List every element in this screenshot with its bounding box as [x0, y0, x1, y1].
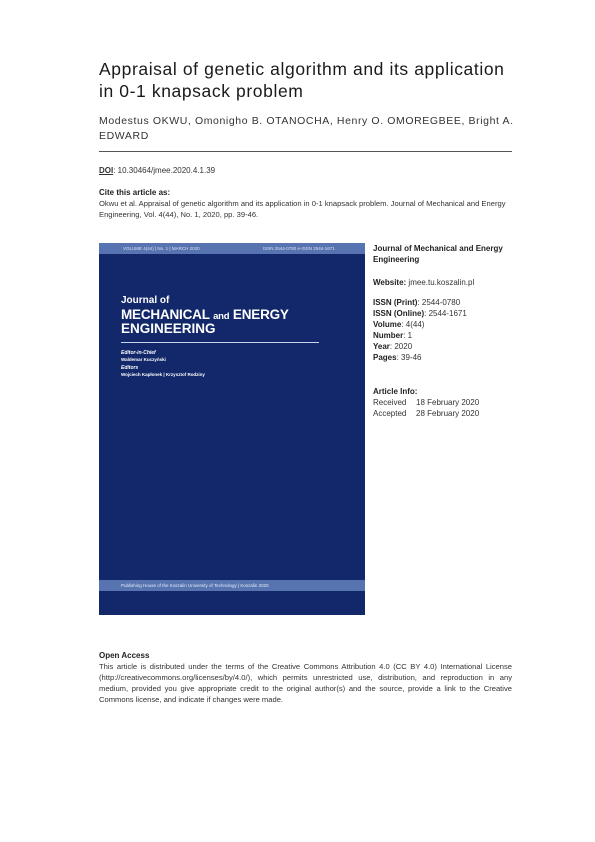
cover-editor-in-chief: Waldemar Kuczyński [121, 357, 166, 362]
doi-line [99, 166, 215, 175]
cover-divider [121, 342, 319, 343]
cover-editors: Wojciech Kapłonek | Krzysztof Rodziny [121, 372, 205, 377]
cover-bottom-bar [99, 580, 365, 591]
article-title: Appraisal of genetic algorithm and its application in 0-1 knapsack problem [99, 59, 505, 101]
website-link[interactable]: jmee.tu.koszalin.pl [406, 278, 475, 287]
cover-volume-text: VOLUME 4(44) | No. 1 | MARCH 2020 [123, 246, 200, 251]
doi-value[interactable]: : 10.30464/jmee.2020.4.1.39 [113, 166, 216, 175]
cover-journal-of: Journal of [121, 295, 170, 306]
cover-editor-in-chief-label: Editor-in-Chief [121, 350, 156, 356]
issn-online-label: ISSN (Online) [373, 309, 425, 318]
year-value: : 2020 [389, 342, 413, 351]
received-row [373, 397, 480, 408]
article-info-heading: Article Info: [373, 387, 418, 396]
number-label: Number [373, 331, 404, 340]
cover-top-bar [99, 243, 365, 254]
website-row [373, 277, 474, 288]
pages-row [373, 352, 421, 363]
received-label: Received [373, 398, 407, 407]
cover-and: and [213, 311, 230, 322]
title-divider [99, 151, 512, 152]
received-date: 18 February 2020 [416, 398, 480, 407]
number-row [373, 330, 412, 341]
issn-print-label: ISSN (Print) [373, 298, 418, 307]
website-label: Website: [373, 278, 407, 287]
doi-label: DOI [99, 166, 114, 175]
cite-heading: Cite this article as: [99, 188, 171, 197]
year-row [373, 341, 412, 352]
cover-mechanical: MECHANICAL [121, 307, 210, 322]
journal-cover-image [99, 243, 365, 615]
pages-label: Pages [373, 353, 397, 362]
author-list: Modestus OKWU, Omonigho B. OTANOCHA, Henry O. OMOREGBEE, Bright A. EDWARD [99, 115, 514, 142]
volume-value: : 4(44) [401, 320, 425, 329]
number-value: : 1 [403, 331, 413, 340]
issn-print-value: : 2544-0780 [417, 298, 461, 307]
open-access-heading: Open Access [99, 651, 150, 660]
cover-editors-label: Editors [121, 365, 139, 371]
volume-row [373, 319, 424, 330]
volume-label: Volume [373, 320, 402, 329]
pages-value: : 39-46 [396, 353, 422, 362]
cover-journal-line2 [121, 307, 289, 322]
cover-engineering: ENGINEERING [121, 321, 216, 336]
year-label: Year [373, 342, 390, 351]
cover-publisher: Publishing House of the Koszalin University of Technology | Koszalin 2020 [121, 583, 269, 588]
issn-online-value: : 2544-1671 [424, 309, 467, 318]
cover-issn-text: ISSN 2544-0780 e-ISSN 2544-1671 [263, 246, 335, 251]
accepted-label: Accepted [373, 409, 407, 418]
issn-online-row [373, 308, 467, 319]
accepted-date: 28 February 2020 [416, 409, 480, 418]
accepted-row [373, 408, 480, 419]
citation-text: Okwu et al. Appraisal of genetic algorithm and its application in 0-1 knapsack problem. Journal of Mechanical and Energy Engineering, Vol. 4(44), No. 1, 2020, pp. 39-46. [99, 199, 506, 219]
journal-name: Journal of Mechanical and Energy Engineering [373, 244, 503, 264]
open-access-text: This article is distributed under the terms of the Creative Commons Attribution 4.0 (CC BY 4.0) International License (http://creativecommons.org/licenses/by/4.0/), which permits unrestricted use, distribution, and reproduction in any medium, provided you give appropriate credit to the original author(s) and the source, provide a link to the Creative Commons license, and indicate if changes were made. [99, 662, 512, 704]
issn-print-row [373, 297, 460, 308]
cover-energy: ENERGY [232, 307, 289, 322]
